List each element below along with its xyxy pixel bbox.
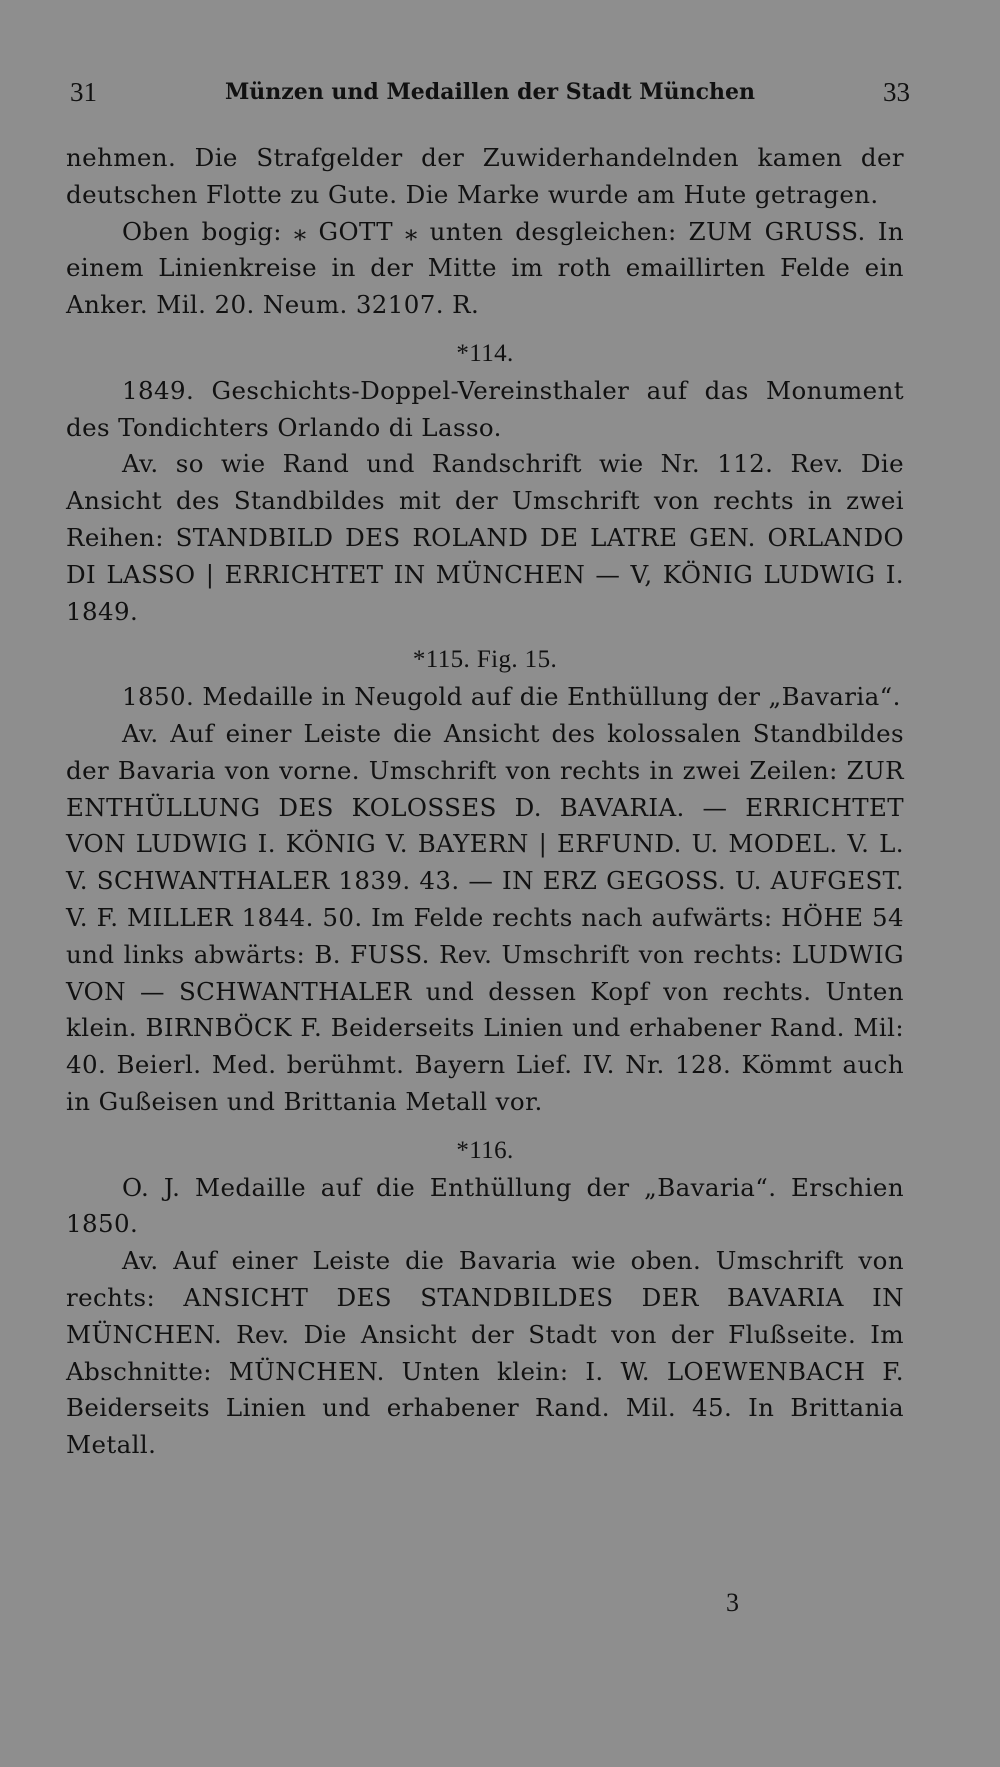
running-title: Münzen und Medaillen der Stadt München bbox=[224, 79, 756, 105]
page-number-right: 33 bbox=[882, 76, 910, 107]
entry-number-116: *116. bbox=[456, 1136, 514, 1164]
body-text bbox=[66, 140, 904, 1464]
entry-116-title: O. J. Medaille auf die Enthüllung der „Bavaria“. Erschien 1850. bbox=[66, 1172, 904, 1239]
paragraph-inscription: Oben bogig: ⁎ GOTT ⁎ unten desgleichen: ZUM GRUSS. In einem Linienkreise in der Mitte im roth emaillirten Felde ein Anker. Mil. 20. Neum. 32107. R. bbox=[66, 216, 904, 320]
entry-number-114: *114. bbox=[456, 339, 514, 367]
paragraph-continuation: nehmen. Die Strafgelder der Zuwiderhandelnden kamen der deutschen Flotte zu Gute. Die Marke wurde am Hute getragen. bbox=[66, 143, 904, 209]
entry-number-115: *115. Fig. 15. bbox=[412, 646, 558, 674]
page-number-left: 31 bbox=[70, 76, 97, 107]
entry-116-description: Av. Auf einer Leiste die Bavaria wie oben. Umschrift von rechts: ANSICHT DES STANDBILDES DER BAVARIA IN MÜNCHEN. Rev. Die Ansicht der Stadt von der Flußseite. Im Abschnitte: MÜNCHEN. Unten klein: I. W. LOEWENBACH F. Beiderseits Linien und erhabener Rand. Mil. 45. In Brittania Metall. bbox=[66, 1246, 904, 1460]
entry-114-description: Av. so wie Rand und Randschrift wie Nr. 112. Rev. Die Ansicht des Standbildes mit der Umschrift von rechts in zwei Reihen: STANDBILD DES ROLAND DE LATRE GEN. ORLANDO DI LASSO | ERRICHTET IN MÜNCHEN — V, KÖNIG LUDWIG I. 1849. bbox=[66, 449, 904, 626]
entry-115-description: Av. Auf einer Leiste die Ansicht des kolossalen Standbildes der Bavaria von vorne. Umschrift von rechts in zwei Zeilen: ZUR ENTHÜLLUNG DES KOLOSSES D. BAVARIA. — ERRICHTET VON LUDWIG I. KÖNIG V. BAYERN | ERFUND. U. MODEL. V. L. V. SCHWANTHALER 1839. 43. — IN ERZ GEGOSS. U. AUFGEST. V. F. MILLER 1844. 50. Im Felde rechts nach aufwärts: HÖHE 54 und links abwärts: B. FUSS. Rev. Umschrift von rechts: LUDWIG VON — SCHWANTHALER und dessen Kopf von rechts. Unten klein. BIRNBÖCK F. Beiderseits Linien und erhabener Rand. Mil: 40. Beierl. Med. berühmt. Bayern Lief. IV. Nr. 128. Kömmt auch in Gußeisen und Brittania Metall vor. bbox=[66, 718, 904, 1116]
entry-114-title: 1849. Geschichts-Doppel-Vereinsthaler auf das Monument des Tondichters Orlando di Lasso. bbox=[66, 375, 904, 442]
signature-mark: 3 bbox=[726, 1588, 739, 1617]
entry-115-title: 1850. Medaille in Neugold auf die Enthüllung der „Bavaria“. bbox=[122, 682, 901, 712]
running-header bbox=[70, 72, 910, 112]
